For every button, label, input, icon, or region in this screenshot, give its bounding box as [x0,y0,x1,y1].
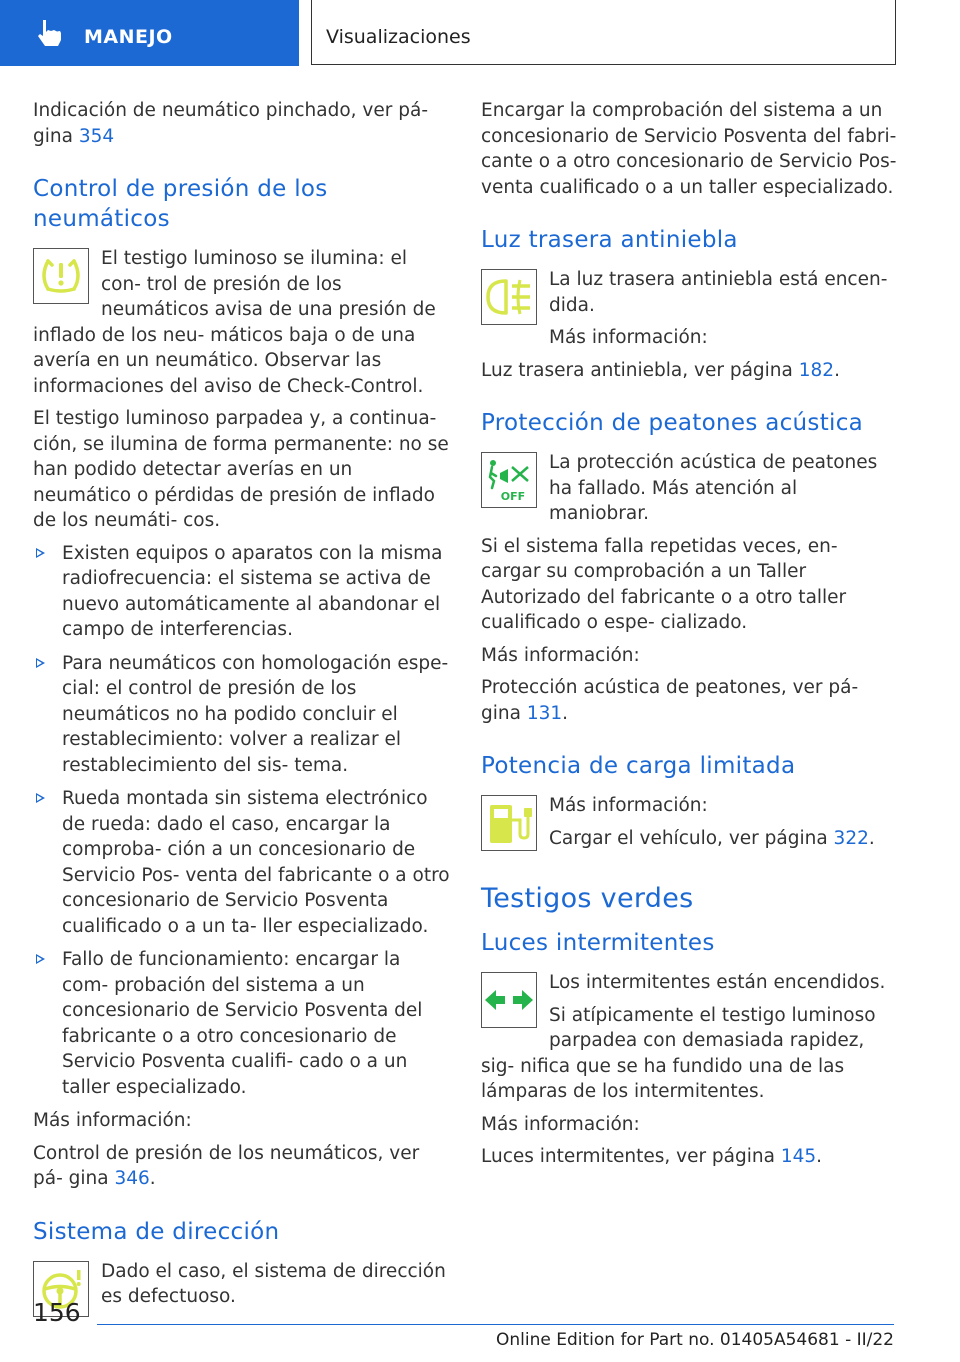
tpms-reference: Control de presión de los neumáticos, ver pá‐ gina 346. [33,1142,420,1189]
charging-station-icon [481,795,537,851]
pedestrian-reference: Protección acústica de peatones, ver pá‐ gina 131. [481,677,859,724]
page-link[interactable]: 346 [114,1168,150,1189]
list-item: Para neumáticos con homologación espe‐ cial: el control de presión de los neumáticos no ha podido concluir el restablecimiento: volver a realizar el restablecimiento del sis‐ tema. [33,651,451,779]
green-indicators-heading: Testigos verdes [481,883,694,914]
bullet-triangle-icon [36,954,45,964]
flat-tire-reference: Indicación de neumático pinchado, ver pá‐ gina 354 [33,100,429,147]
list-item: Rueda montada sin sistema electrónico de rueda: dado el caso, encargar la comproba‐ ción a un concesionario de Servicio Pos‐ venta del fabricante o a otro concesionario de Servicio Posventa cualificado o a un ta‐ ller especializado. [33,786,451,939]
right-column [481,98,899,1177]
charging-reference: Cargar el vehículo, ver página 322. [549,827,875,849]
more-info-label: Más información: [549,327,708,348]
list-item: Existen equipos o aparatos con la misma radiofrecuencia: el sistema se activa de nuevo automáticamente al abandonar el campo de interferencias. [33,541,451,643]
page-link[interactable]: 182 [798,359,835,381]
pedestrian-paragraph-2: Si el sistema falla repetidas veces, en‐ cargar su comprobación a un Taller Autorizado del fabricante o a otro taller cualificado o espe‐ cializado. [481,535,847,633]
footer-divider [97,1324,894,1325]
chapter-label: Visualizaciones [326,26,471,48]
steering-heading: Sistema de dirección [33,1218,280,1245]
more-info-label: Más información: [33,1110,192,1131]
turn-paragraph-2: Si atípicamente el testigo luminoso parpadea con demasiada rapidez, sig‐ nifica que se ha fundido una de las lámparas de los intermitentes. [481,1004,876,1102]
pedestrian-continuation: Encargar la comprobación del sistema a un concesionario de Servicio Posventa del fabri‐ cante o a otro concesionario de Servicio Pos‐ venta cualificado o a un taller especializado. [481,100,897,198]
left-column [33,98,451,1321]
tpms-paragraph-2: El testigo luminoso parpadea y, a continua‐ ción, se ilumina de forma permanente: no se han podido detectar averías en un neumático o pérdidas de presión de inflado de los neumáti‐ cos. [33,408,449,531]
chapter-tab [311,0,896,65]
fog-reference: Luz trasera antiniebla, ver página 182. [481,359,840,381]
bullet-triangle-icon [36,793,45,803]
turn-signal-heading: Luces intermitentes [481,930,715,956]
svg-text:OFF: OFF [500,490,526,503]
page-number: 156 [33,1298,81,1327]
tpms-paragraph-1: El testigo luminoso se ilumina: el con‐ trol de presión de los neumáticos avisa de una presión de inflado de los neu‐ máticos baja o de una avería en un neumático. Observar las informaciones del aviso de Check-Control. [33,248,436,397]
page-link[interactable]: 131 [526,702,563,724]
steering-paragraph: Dado el caso, el sistema de dirección es defectuoso. [101,1260,446,1307]
bullet-triangle-icon [36,548,45,558]
page-link[interactable]: 145 [780,1146,817,1167]
turn-signal-arrows-icon [481,972,537,1028]
page-link[interactable]: 354 [78,125,115,147]
edition-footer: Online Edition for Part no. 01405A54681 - II/22 [495,1330,894,1350]
section-label: MANEJO [84,26,173,48]
page-link[interactable]: 322 [833,827,869,849]
tpms-bullet-list [33,541,451,1101]
page-header [0,0,960,66]
pedestrian-sound-off-icon [481,452,537,508]
charging-heading: Potencia de carga limitada [481,753,796,779]
fog-heading: Luz trasera antiniebla [481,227,738,253]
more-info-label: Más información: [481,1113,640,1135]
pedestrian-paragraph-1: La protección acústica de peatones ha fallado. Más atención al maniobrar. [549,452,878,524]
section-tab[interactable] [0,0,299,66]
hand-pointer-icon [34,18,64,48]
more-info-label: Más información: [549,795,708,816]
bullet-triangle-icon [36,658,45,668]
tire-pressure-warning-icon [33,248,89,304]
list-item: Fallo de funcionamiento: encargar la com‐ probación del sistema a un concesionario de Servicio Posventa del fabricante o a otro concesionario de Servicio Posventa cualifi‐ cado o a un taller especializado. [33,947,451,1100]
turn-reference: Luces intermitentes, ver página 145. [481,1146,823,1167]
tpms-heading: Control de presión de los neumáticos [33,176,328,232]
more-info-label: Más información: [481,644,640,666]
turn-paragraph-1: Los intermitentes están encendidos. [549,972,886,993]
fog-paragraph: La luz trasera antiniebla está encen‐ dida. [549,269,888,316]
pedestrian-heading: Protección de peatones acústica [481,410,864,436]
rear-fog-light-icon [481,269,537,325]
